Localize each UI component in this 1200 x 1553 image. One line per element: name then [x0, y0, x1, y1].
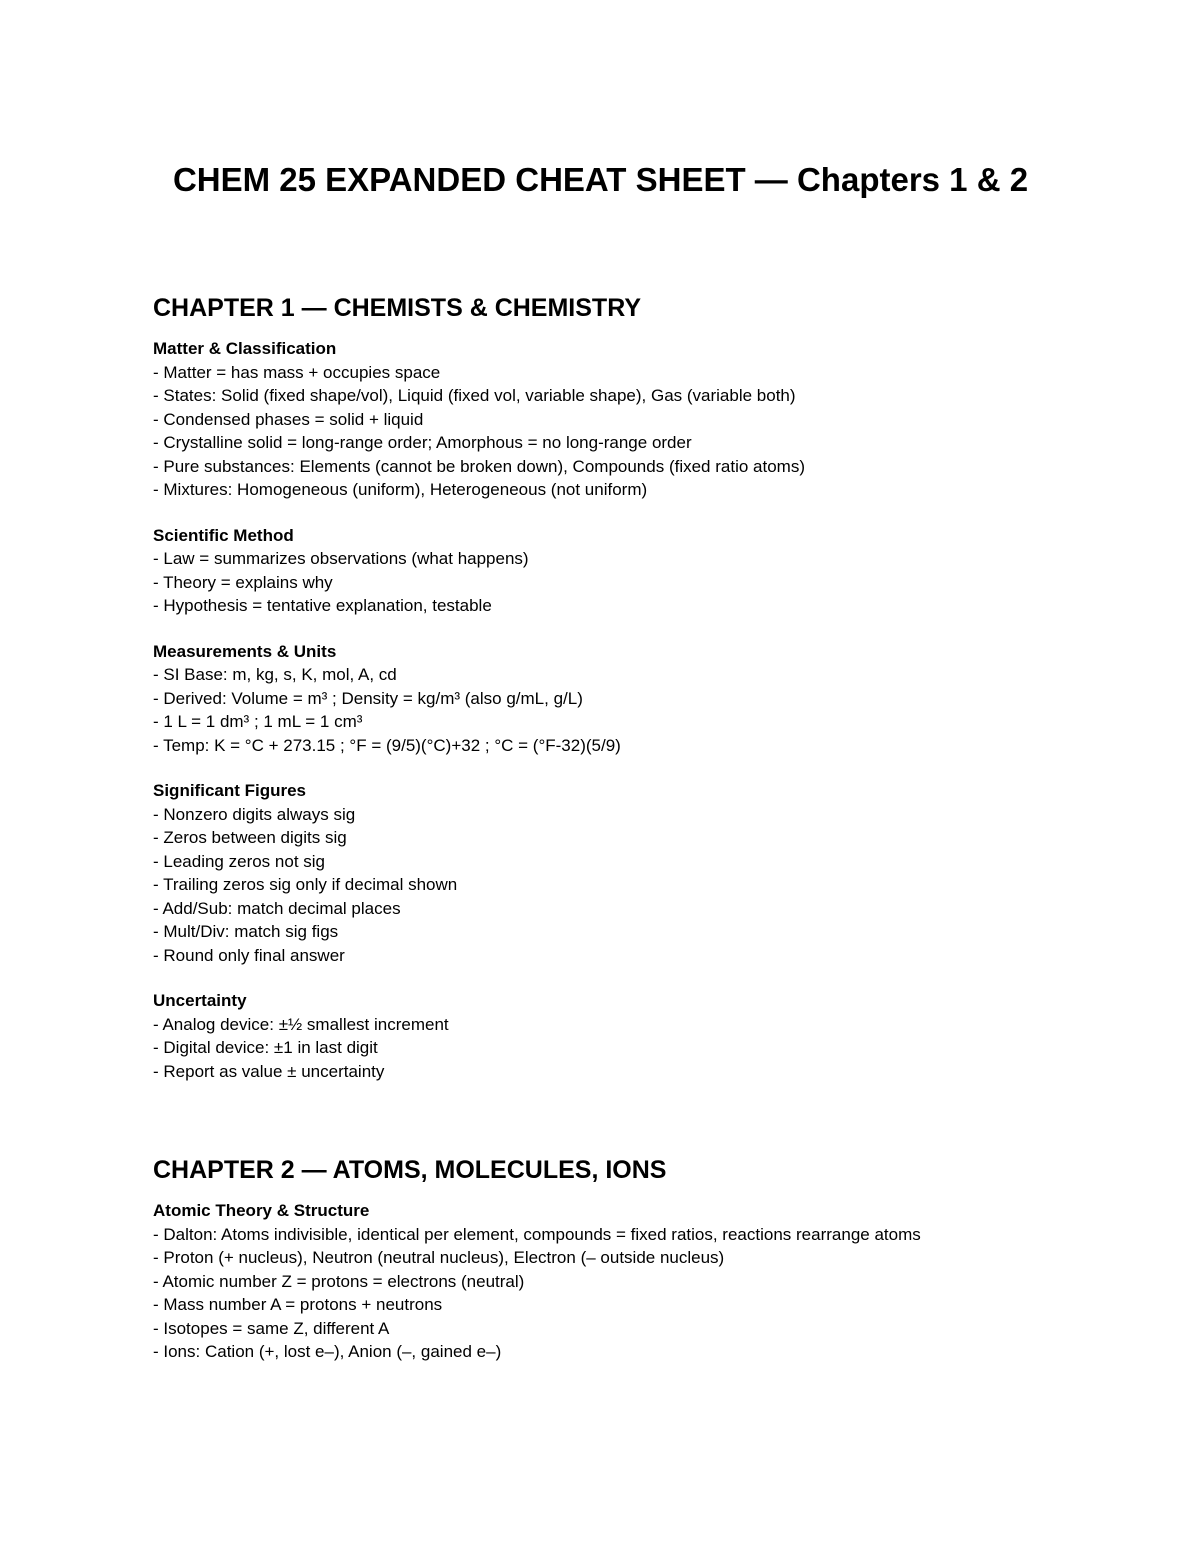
document-title: CHEM 25 EXPANDED CHEAT SHEET — Chapters 1 & 2 — [172, 161, 1029, 198]
section-uncertainty — [153, 989, 1053, 1083]
list-item: - SI Base: m, kg, s, K, mol, A, cd — [153, 665, 397, 684]
section-scientific-method — [153, 524, 1053, 618]
list-item: - Nonzero digits always sig — [153, 804, 356, 824]
list-item: - Round only final answer — [153, 945, 345, 965]
section-matter-classification — [153, 337, 1053, 502]
list-item: - Law = summarizes observations (what happens) — [153, 549, 529, 568]
section-heading: Uncertainty — [153, 991, 247, 1010]
list-item: - States: Solid (fixed shape/vol), Liquid (fixed vol, variable shape), Gas (variable both) — [153, 386, 796, 405]
list-item: - Hypothesis = tentative explanation, testable — [153, 596, 492, 615]
section-heading: Measurements & Units — [153, 641, 337, 661]
list-item: - Derived: Volume = m³ ; Density = kg/m³ (also g/mL, g/L) — [153, 688, 583, 708]
list-item: - Mixtures: Homogeneous (uniform), Heterogeneous (not uniform) — [153, 480, 648, 499]
list-item: - Report as value ± uncertainty — [153, 1061, 385, 1081]
list-item: - Trailing zeros sig only if decimal shown — [153, 875, 458, 894]
list-item: - Mass number A = protons + neutrons — [153, 1295, 443, 1314]
list-item: - Theory = explains why — [153, 572, 333, 592]
chapter-1 — [153, 293, 1053, 1105]
list-item: - Crystalline solid = long-range order; Amorphous = no long-range order — [153, 433, 692, 452]
chapter-heading: CHAPTER 1 — CHEMISTS & CHEMISTRY — [153, 294, 642, 322]
list-item: - Zeros between digits sig — [153, 828, 347, 847]
section-significant-figures — [153, 779, 1053, 967]
list-item: - Pure substances: Elements (cannot be broken down), Compounds (fixed ratio atoms) — [153, 456, 805, 476]
list-item: - Isotopes = same Z, different A — [153, 1318, 390, 1338]
list-item: - Atomic number Z = protons = electrons (neutral) — [153, 1271, 525, 1291]
section-atomic-theory-structure — [153, 1199, 1053, 1364]
section-measurements-units — [153, 640, 1053, 758]
list-item: - Leading zeros not sig — [153, 851, 325, 871]
list-item: - 1 L = 1 dm³ ; 1 mL = 1 cm³ — [153, 712, 363, 731]
list-item: - Analog device: ±½ smallest increment — [153, 1014, 449, 1034]
list-item: - Matter = has mass + occupies space — [153, 362, 441, 382]
list-item: - Digital device: ±1 in last digit — [153, 1038, 378, 1057]
chapter-2 — [153, 1155, 1053, 1386]
section-heading: Matter & Classification — [153, 339, 337, 358]
chapter-heading: CHAPTER 2 — ATOMS, MOLECULES, IONS — [153, 1156, 667, 1184]
section-heading: Atomic Theory & Structure — [153, 1201, 370, 1220]
list-item: - Add/Sub: match decimal places — [153, 898, 401, 918]
list-item: - Proton (+ nucleus), Neutron (neutral nucleus), Electron (– outside nucleus) — [153, 1248, 725, 1267]
list-item: - Condensed phases = solid + liquid — [153, 409, 424, 429]
list-item: - Ions: Cation (+, lost e–), Anion (–, gained e–) — [153, 1342, 502, 1361]
list-item: - Mult/Div: match sig figs — [153, 922, 339, 941]
section-heading: Significant Figures — [153, 781, 307, 800]
list-item: - Temp: K = °C + 273.15 ; °F = (9/5)(°C)+32 ; °C = (°F-32)(5/9) — [153, 735, 621, 755]
section-heading: Scientific Method — [153, 525, 294, 545]
list-item: - Dalton: Atoms indivisible, identical per element, compounds = fixed ratios, reactions rearrange atoms — [153, 1224, 921, 1244]
